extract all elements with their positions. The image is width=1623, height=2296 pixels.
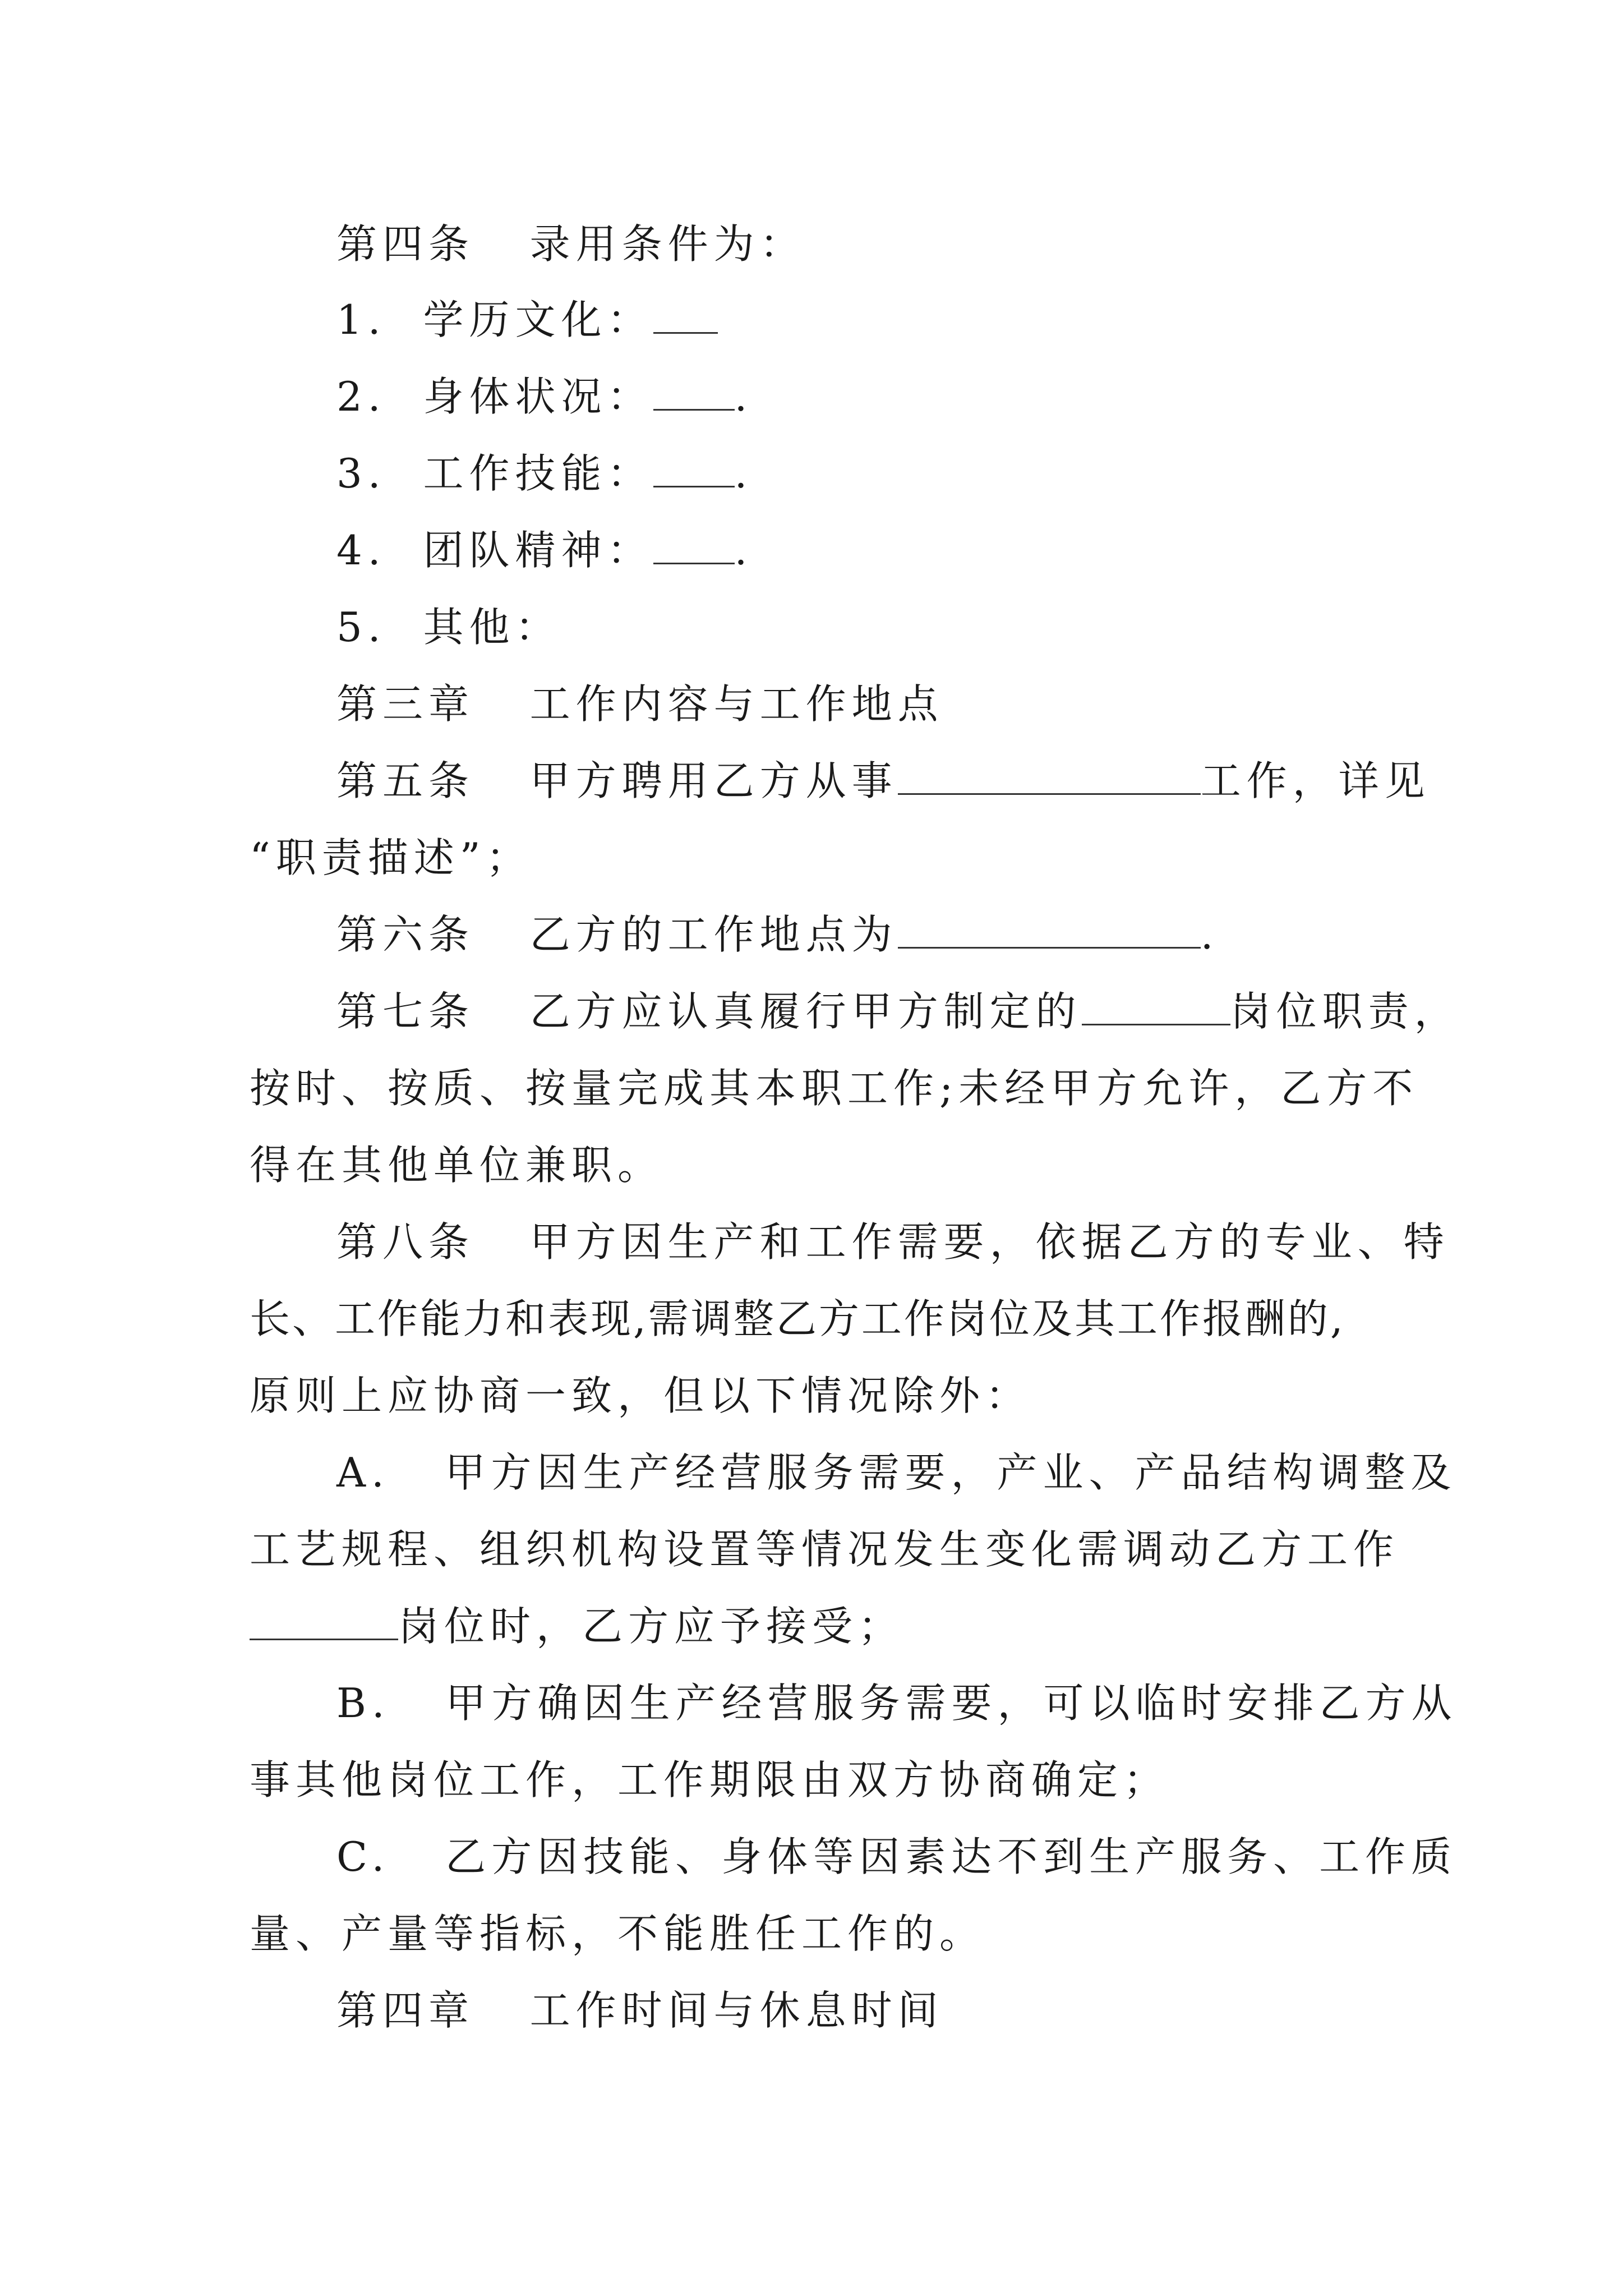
list-item: 4. 团队精神： . [336,527,753,574]
item-number: 1. [336,296,386,343]
item-number: 4. [336,527,386,574]
article-7: 第七条 乙方应认真履行甲方制定的 岗位职责， [336,988,1460,1035]
fill-blank [653,528,735,564]
item-number: 2. [336,373,386,420]
list-item: 2. 身体状况： . [336,373,753,420]
article-6: 第六条 乙方的工作地点为 . [336,911,1219,958]
fill-blank [898,758,1201,795]
clause-b: B. 甲方确因生产经营服务需要，可以临时安排乙方从 [336,1680,1458,1727]
clause-a: A. 甲方因生产经营服务需要，产业、产品结构调整及 [336,1449,1457,1496]
article-5: 第五条 甲方聘用乙方从事 工作，详见 [336,757,1431,804]
list-item: 3. 工作技能： . [336,450,753,497]
fill-blank [653,297,718,334]
article-5-cont: “职责描述”； [250,834,532,881]
fill-blank [1082,989,1230,1025]
item-label: 工作技能： [423,450,653,497]
clause-a-cont: 工艺规程、组织机构设置等情况发生变化需调动乙方工作 [250,1526,1400,1573]
item-label: 其他： [423,604,561,651]
fill-blank [898,912,1201,949]
item-number: 3. [336,450,386,497]
clause-b-cont: 事其他岗位工作，工作期限由双方协商确定； [250,1756,1170,1803]
list-item [336,292,1458,348]
fill-blank [653,374,735,411]
article-7-cont: 按时、按质、按量完成其本职工作;未经甲方允许，乙方不 [250,1065,1419,1112]
chapter-3-heading: 第三章 工作内容与工作地点 [336,680,944,728]
article-4-heading: 第四条 录用条件为： [336,220,806,268]
fill-blank [653,451,735,487]
article-8: 第八条 甲方因生产和工作需要，依据乙方的专业、特 [336,1218,1450,1266]
item-label: 团队精神： [423,527,653,574]
clause-c: C. 乙方因技能、身体等因素达不到生产服务、工作质 [336,1833,1458,1880]
article-8-cont: 原则上应协商一致，但以下情况除外： [250,1372,1032,1419]
item-number: 5. [336,604,386,651]
clause-a-cont: 岗位时，乙方应予接受； [250,1598,1399,1654]
fill-blank [250,1604,398,1640]
item-label: 学历文化： [423,296,653,343]
item-label: 身体状况： [423,373,653,420]
clause-c-cont: 量、产量等指标，不能胜任工作的。 [250,1910,986,1957]
list-item [336,599,1458,655]
article-8-cont: 长、工作能力和表现,需调整乙方工作岗位及其工作报酬的, [250,1295,1345,1342]
article-7-cont: 得在其他单位兼职。 [250,1142,664,1189]
chapter-4-heading: 第四章 工作时间与休息时间 [336,1987,944,2034]
